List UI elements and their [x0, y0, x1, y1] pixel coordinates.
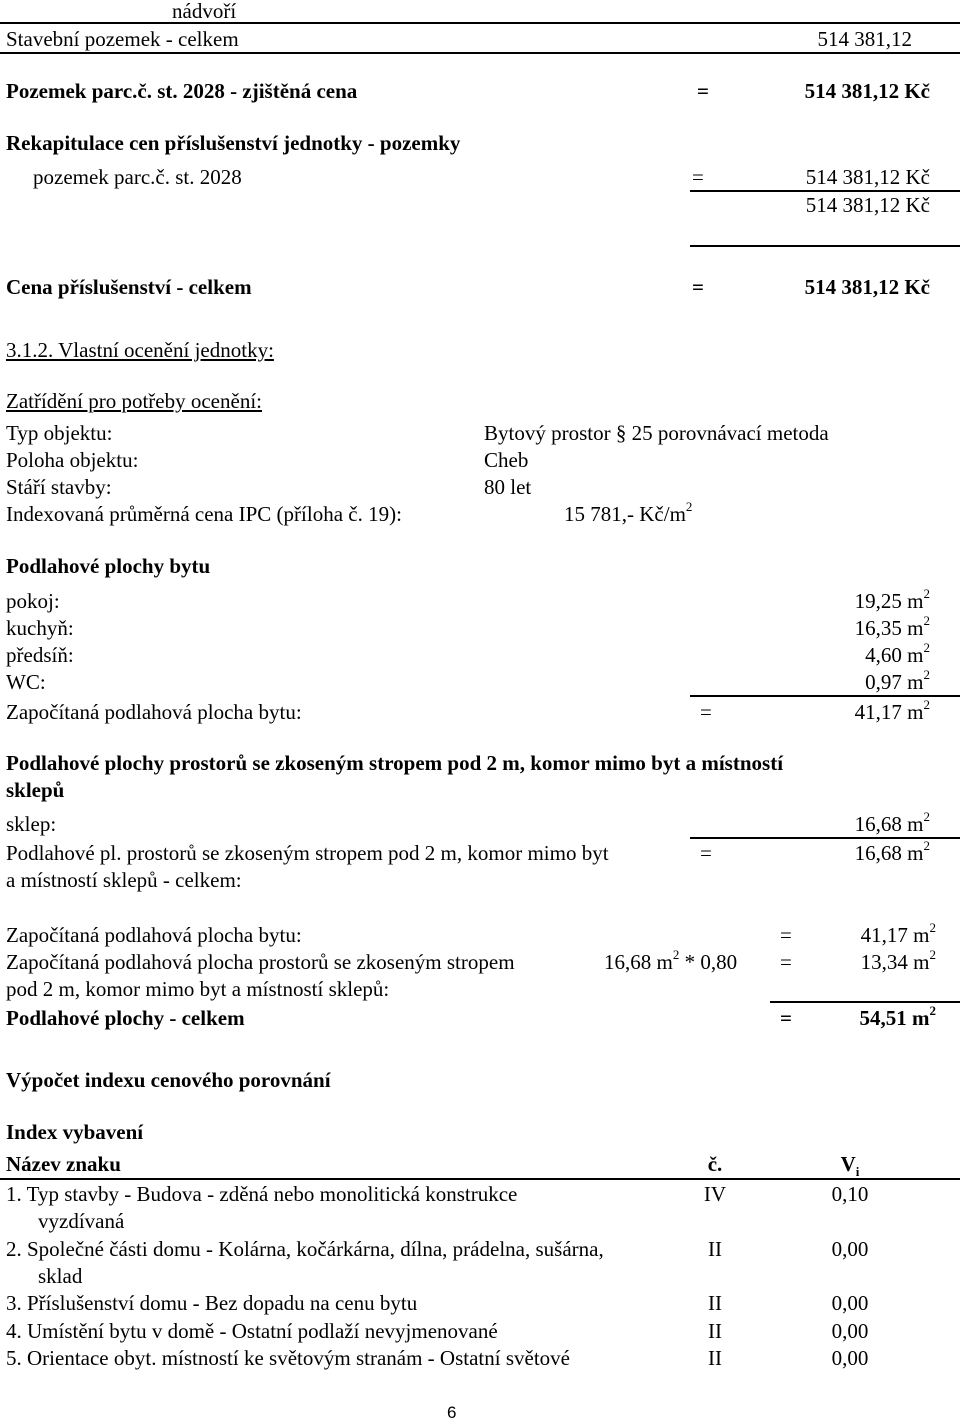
table-row-v: 0,00 — [831, 1291, 869, 1315]
souhrn-total-value: 54,51 $m^2$ — [859, 1003, 936, 1030]
section-heading: 3.1.2. Vlastní ocenění jednotky: — [6, 338, 274, 362]
poloha-label: Poloha objektu: — [6, 448, 139, 472]
table-row-name: 4. Umístění bytu v domě - Ostatní podlaží nevyjmenované — [6, 1319, 498, 1343]
rekap-item-label: pozemek parc.č. st. 2028 — [33, 165, 242, 189]
sklep-total-label-1: Podlahové pl. prostorů se zkoseným stropem pod 2 m, komor mimo byt — [6, 841, 609, 865]
stari-label: Stáří stavby: — [6, 475, 112, 499]
plochy-total-label: Započítaná podlahová plocha bytu: — [6, 700, 302, 724]
rekap-total-eq: = — [692, 275, 704, 299]
souhrn-r2-value: 13,34 $m^2$ — [860, 947, 936, 974]
souhrn-total-label: Podlahové plochy - celkem — [6, 1006, 245, 1030]
stavebni-label: Stavební pozemek - celkem — [6, 27, 239, 51]
table-row-no: II — [708, 1346, 722, 1370]
typ-value: Bytový prostor § 25 porovnávací metoda — [484, 421, 829, 445]
index-subtitle: Index vybavení — [6, 1120, 144, 1144]
rekap-total-value: 514 381,12 Kč — [804, 275, 930, 299]
plocha-row-label: WC: — [6, 670, 46, 694]
pozemek-value: 514 381,12 Kč — [804, 79, 930, 103]
rekap-title: Rekapitulace cen příslušenství jednotky - pozemky — [6, 131, 461, 155]
souhrn-r1-eq: = — [780, 923, 792, 947]
table-row-name: 2. Společné části domu - Kolárna, kočárkárna, dílna, prádelna, sušárna, — [6, 1237, 604, 1261]
plocha-row-label: kuchyň: — [6, 616, 74, 640]
ipc-label: Indexovaná průměrná cena IPC (příloha č. 19): — [6, 502, 402, 526]
pozemek-eq: = — [697, 79, 709, 103]
rekap-total-label: Cena příslušenství - celkem — [6, 275, 252, 299]
ipc-value: 15 781,- $Kč/m^2$ — [564, 499, 693, 526]
pozemek-label: Pozemek parc.č. st. 2028 - zjištěná cena — [6, 79, 358, 103]
sklep-total-value: 16,68 $m^2$ — [854, 838, 930, 865]
plochy-total-value: 41,17 $m^2$ — [854, 697, 930, 724]
sklep-value: 16,68 $m^2$ — [854, 809, 930, 836]
plocha-row-value: 19,25 $m^2$ — [854, 586, 930, 613]
poloha-value: Cheb — [484, 448, 529, 472]
plochy-total-eq: = — [700, 700, 712, 724]
table-row-no: II — [708, 1237, 722, 1261]
table-row-name: 3. Příslušenství domu - Bez dopadu na cenu bytu — [6, 1291, 418, 1315]
sklep-title-2: sklepů — [6, 778, 65, 802]
plocha-row-value: 16,35 $m^2$ — [854, 613, 930, 640]
table-row-v: 0,10 — [831, 1182, 869, 1206]
divider — [0, 22, 960, 24]
sum-line — [690, 837, 960, 839]
sklep-total-eq: = — [700, 841, 712, 865]
souhrn-r2-calc: 16,68 $m^2 * 0,80$ — [604, 947, 738, 974]
souhrn-r2-label-2: pod 2 m, komor mimo byt a místností sklepů: — [6, 977, 390, 1001]
index-title: Výpočet indexu cenového porovnání — [6, 1068, 331, 1092]
table-row-v: 0,00 — [831, 1237, 869, 1261]
table-row-name-cont: vyzdívaná — [38, 1209, 125, 1233]
souhrn-r2-eq: = — [780, 950, 792, 974]
sklep-total-label-2: a místností sklepů - celkem: — [6, 868, 242, 892]
table-row-name: 1. Typ stavby - Budova - zděná nebo monolitická konstrukce — [6, 1182, 518, 1206]
plochy-title: Podlahové plochy bytu — [6, 554, 211, 578]
typ-label: Typ objektu: — [6, 421, 113, 445]
sum-line — [690, 245, 960, 247]
plocha-row-label: předsíň: — [6, 643, 74, 667]
sklep-label: sklep: — [6, 812, 57, 836]
stavebni-value: 514 381,12 — [817, 27, 912, 51]
souhrn-total-eq: = — [780, 1006, 792, 1030]
plocha-row-label: pokoj: — [6, 589, 60, 613]
sum-line — [690, 695, 960, 697]
zatrideni-title: Zatřídění pro potřeby ocenění: — [6, 389, 262, 413]
table-row-v: 0,00 — [831, 1319, 869, 1343]
rekap-item-value: 514 381,12 Kč — [805, 165, 930, 189]
col-header-v: $V_i$ — [840, 1152, 860, 1180]
table-row-name: 5. Orientace obyt. místností ke světovým stranám - Ostatní světové — [6, 1346, 570, 1370]
table-row-v: 0,00 — [831, 1346, 869, 1370]
rekap-item-eq: = — [692, 165, 704, 189]
table-row-name-cont: sklad — [38, 1264, 83, 1288]
page-number: 6 — [447, 1403, 457, 1422]
table-header-line — [0, 1178, 960, 1180]
souhrn-r1-value: 41,17 $m^2$ — [860, 920, 936, 947]
rekap-subtotal: 514 381,12 Kč — [805, 193, 930, 217]
table-row-no: II — [708, 1319, 722, 1343]
souhrn-r2-label-1: Započítaná podlahová plocha prostorů se zkoseným stropem — [6, 950, 515, 974]
col-header-no: č. — [707, 1152, 723, 1176]
plocha-row-value: 4,60 $m^2$ — [865, 640, 930, 667]
sklep-title-1: Podlahové plochy prostorů se zkoseným stropem pod 2 m, komor mimo byt a místností — [6, 751, 784, 775]
souhrn-r1-label: Započítaná podlahová plocha bytu: — [6, 923, 302, 947]
table-row-no: II — [708, 1291, 722, 1315]
col-header-name: Název znaku — [6, 1152, 121, 1176]
table-row-no: IV — [703, 1182, 727, 1206]
plocha-row-value: 0,97 $m^2$ — [865, 667, 930, 694]
stari-value: 80 let — [484, 475, 532, 499]
nadvori-text: nádvoří — [172, 0, 237, 23]
divider — [0, 52, 960, 54]
